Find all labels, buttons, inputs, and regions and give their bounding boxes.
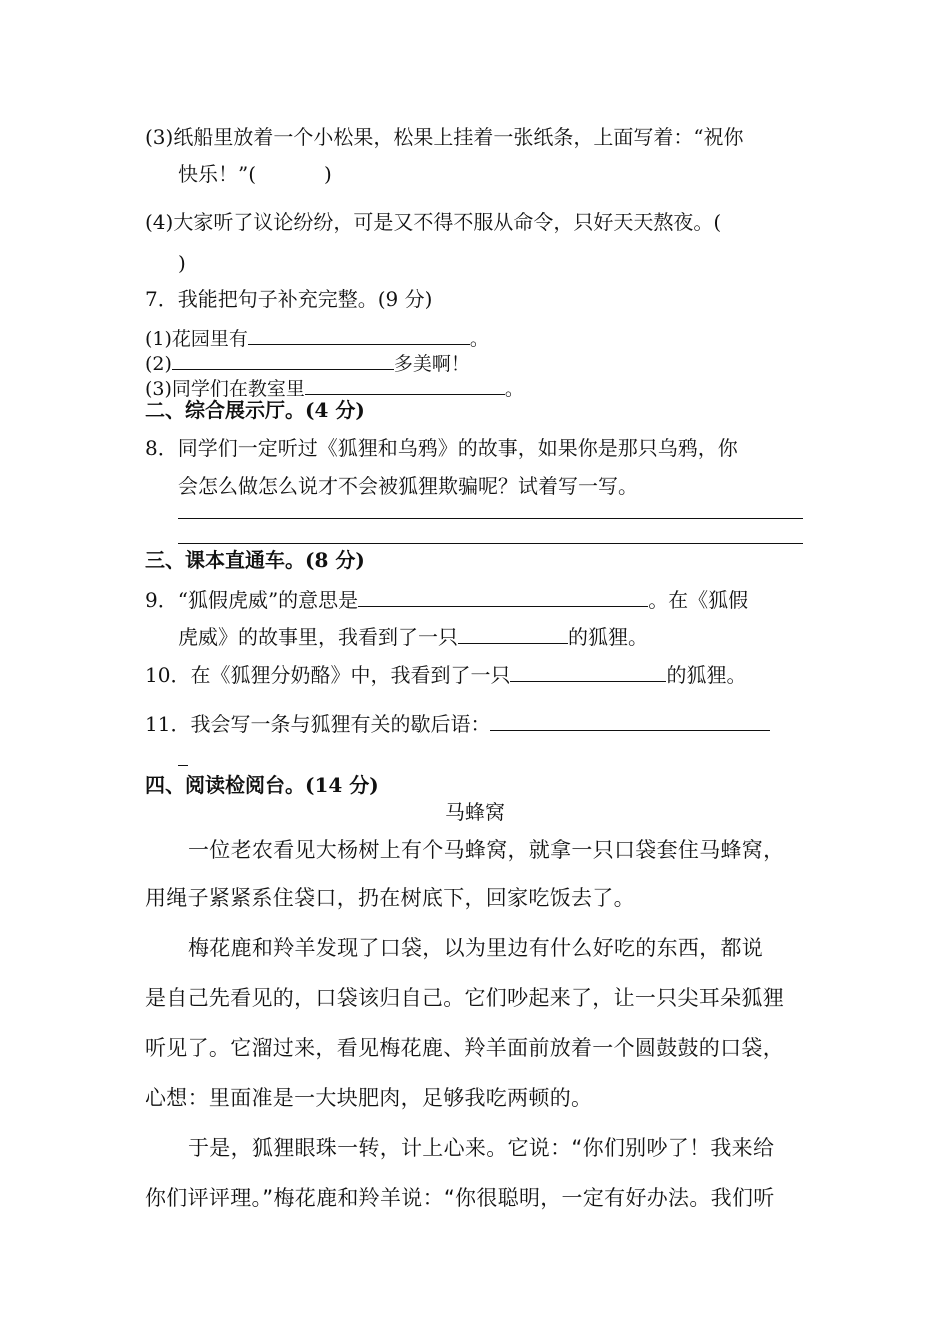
passage-line: 听见了。它溜过来，看见梅花鹿、羚羊面前放着一个圆鼓鼓的口袋， [145,1036,784,1060]
q8-answer-line-2[interactable] [178,543,803,544]
q10-line [145,659,746,689]
q6-item4-line1: (4)大家听了议论纷纷，可是又不得不服从命令，只好天天熬夜。( [145,210,722,234]
q8-line1: 8．同学们一定听过《狐狸和乌鸦》的故事，如果你是那只乌鸦，你 [145,436,738,460]
passage-line: 你们评评理。”梅花鹿和羚羊说：“你很聪明，一定有好办法。我们听 [145,1186,775,1210]
q9-line2 [178,621,648,651]
q11-blank[interactable] [490,708,770,731]
q7-item3-blank[interactable] [305,372,505,395]
q6-item4-line2: ) [178,251,186,275]
q9-line1 [145,584,748,614]
q11-line [145,708,770,738]
q7-item2-prefix: (2) [145,353,172,375]
q7-item3-suffix: 。 [504,378,524,400]
passage-line: 是自己先看见的，口袋该归自己。它们吵起来了，让一只尖耳朵狐狸 [145,986,784,1010]
q9-meaning-blank[interactable] [358,584,648,607]
passage-line: 用绳子紧紧系住袋口，扔在树底下，回家吃饭去了。 [145,886,635,910]
passage-line: 一位老农看见大杨树上有个马蜂窝，就拿一只口袋套住马蜂窝， [188,838,785,862]
q7-item3-prefix: (3)同学们在教室里 [145,378,305,400]
q7-item1-prefix: (1)花园里有 [145,328,248,350]
q7-item2-suffix: 多美啊！ [393,353,470,375]
section3-header: 三、课本直通车。(8 分) [145,548,365,572]
q9-line2-suffix: 的狐狸。 [568,625,648,649]
passage-line: 心想：里面准是一大块肥肉，足够我吃两顿的。 [145,1086,593,1110]
section2-header: 二、综合展示厅。(4 分) [145,398,365,422]
q11-continuation-mark [178,765,188,766]
passage-title: 马蜂窝 [445,800,505,824]
q9-fox-blank[interactable] [458,621,568,644]
q10-blank[interactable] [510,659,666,682]
q9-prefix: 9．“狐假虎威”的意思是 [145,588,359,612]
q10-suffix: 的狐狸。 [666,663,747,687]
passage-line: 梅花鹿和羚羊发现了口袋，以为里边有什么好吃的东西，都说 [188,936,764,960]
q6-item3-paren-open: ( [248,162,257,186]
q7-item1-suffix: 。 [469,328,489,350]
q6-item3-text: 快乐！” [178,162,249,186]
q9-line2-prefix: 虎威》的故事里，我看到了一只 [178,625,458,649]
q7-item2-blank[interactable] [172,347,394,370]
q7-header: 7．我能把句子补充完整。(9 分) [145,287,433,311]
q11-prefix: 11．我会写一条与狐狸有关的歇后语： [145,712,491,736]
q6-item3-line1: (3)纸船里放着一个小松果，松果上挂着一张纸条，上面写着：“祝你 [145,125,744,149]
q8-line2: 会怎么做怎么说才不会被狐狸欺骗呢？试着写一写。 [178,474,638,498]
q10-prefix: 10．在《狐狸分奶酪》中，我看到了一只 [145,663,511,687]
q7-item1-blank[interactable] [248,322,470,345]
q9-suffix: 。在《狐假 [648,588,749,612]
q6-item3-line2 [178,160,332,188]
q8-answer-line-1[interactable] [178,518,803,519]
section4-header: 四、阅读检阅台。(14 分) [145,773,379,797]
q6-item3-paren-close: ) [324,162,332,186]
passage-line: 于是，狐狸眼珠一转，计上心来。它说：“你们别吵了！我来给 [188,1136,775,1160]
